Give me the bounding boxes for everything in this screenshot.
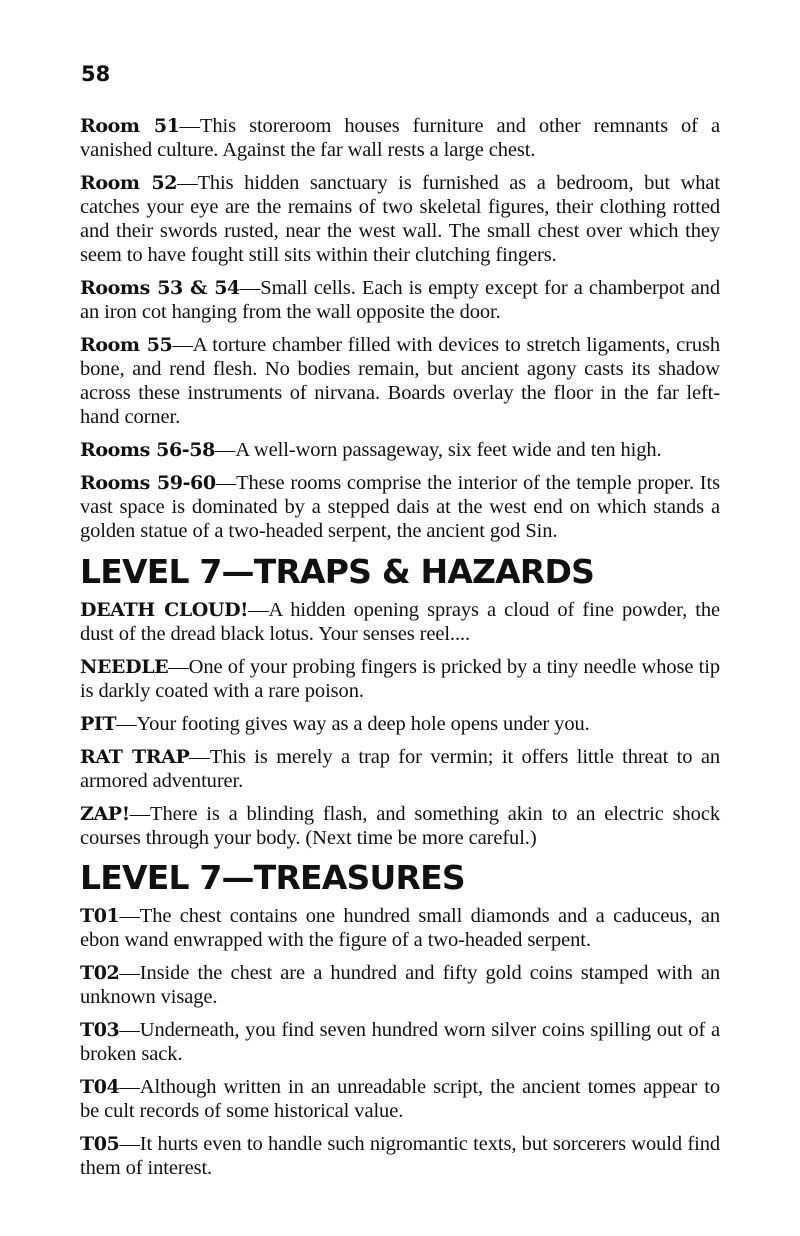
entry-label: T02 — [80, 962, 120, 984]
room-entry: Rooms 59-60—These rooms comprise the interior of the temple proper. Its vast space is dominated by a stepped dais at the west end on which stands a golden statue of a two-headed serpent, the ancient god Sin. — [80, 472, 720, 542]
entry-text: There is a blinding flash, and something akin to an electric shock courses through your body. (Next time be more careful.) — [80, 803, 720, 849]
entry-label: PIT — [80, 713, 117, 735]
entry-text: One of your probing fingers is pricked by a tiny needle whose tip is darkly coated with a rare poison. — [80, 656, 720, 702]
treasure-entry: T05—It hurts even to handle such nigromantic texts, but sorcerers would find them of interest. — [80, 1133, 720, 1179]
treasure-entry: T04—Although written in an unreadable script, the ancient tomes appear to be cult records of some historical value. — [80, 1076, 720, 1122]
entry-label: Room 55 — [80, 334, 173, 356]
entry-label: Rooms 56-58 — [80, 439, 215, 461]
entry-label: T03 — [80, 1019, 120, 1041]
entry-text: A well-worn passageway, six feet wide and ten high. — [235, 439, 662, 461]
entry-text: This hidden sanctuary is furnished as a bedroom, but what catches your eye are the remains of two skeletal figures, their clothing rotted and their swords rusted, near the west wall. The small chest over which they seem to have fought still sits within their clutching fingers. — [80, 172, 721, 266]
room-entry: Room 55—A torture chamber filled with devices to stretch ligaments, crush bone, and rend flesh. No bodies remain, but ancient agony casts its shadow across these instruments of nirvana. Boards overlay the floor in the far left-hand corner. — [80, 334, 720, 428]
entry-label: Rooms 53 & 54 — [80, 277, 240, 299]
entry-label: T05 — [80, 1133, 120, 1155]
entry-label: ZAP! — [80, 803, 130, 825]
treasure-entry: T02—Inside the chest are a hundred and fifty gold coins stamped with an unknown visage. — [80, 962, 720, 1008]
traps-section — [80, 552, 720, 859]
treasures-section — [80, 858, 720, 1189]
entry-label: T01 — [80, 905, 120, 927]
page-number: 58 — [81, 62, 111, 86]
room-entry: Room 51—This storeroom houses furniture and other remnants of a vanished culture. Against the far wall rests a large chest. — [80, 115, 720, 161]
traps-heading: LEVEL 7—TRAPS & HAZARDS — [80, 552, 595, 591]
entry-label: RAT TRAP — [80, 746, 190, 768]
room-entry: Room 52—This hidden sanctuary is furnished as a bedroom, but what catches your eye are the remains of two skeletal figures, their clothing rotted and their swords rusted, near the west wall. The small chest over which they seem to have fought still sits within their clutching fingers. — [80, 172, 721, 266]
entry-text: It hurts even to handle such nigromantic texts, but sorcerers would find them of interest. — [80, 1133, 720, 1179]
trap-entry: NEEDLE—One of your probing fingers is pricked by a tiny needle whose tip is darkly coated with a rare poison. — [80, 656, 720, 702]
entry-text: Underneath, you find seven hundred worn silver coins spilling out of a broken sack. — [80, 1019, 720, 1065]
entry-text: Inside the chest are a hundred and fifty gold coins stamped with an unknown visage. — [80, 962, 720, 1008]
entry-text: A torture chamber filled with devices to stretch ligaments, crush bone, and rend flesh. No bodies remain, but ancient agony casts its shadow across these instruments of nirvana. Boards overlay the floor in the far left-hand corner. — [80, 334, 720, 428]
room-entry: Rooms 56-58—A well-worn passageway, six feet wide and ten high. — [80, 439, 662, 461]
entry-text: The chest contains one hundred small diamonds and a caduceus, an ebon wand enwrapped with the figure of a two-headed serpent. — [80, 905, 720, 951]
trap-entry: ZAP!—There is a blinding flash, and something akin to an electric shock courses through your body. (Next time be more careful.) — [80, 803, 720, 849]
entry-label: Room 52 — [80, 172, 178, 194]
entry-text: This storeroom houses furniture and other remnants of a vanished culture. Against the far wall rests a large chest. — [80, 115, 720, 161]
trap-entry: PIT—Your footing gives way as a deep hole opens under you. — [80, 713, 590, 735]
treasure-entry: T03—Underneath, you find seven hundred worn silver coins spilling out of a broken sack. — [80, 1019, 720, 1065]
entry-text: Your footing gives way as a deep hole opens under you. — [136, 713, 590, 735]
entry-text: Small cells. Each is empty except for a chamberpot and an iron cot hanging from the wall opposite the door. — [80, 277, 720, 323]
trap-entry: RAT TRAP—This is merely a trap for vermin; it offers little threat to an armored adventurer. — [80, 746, 720, 792]
trap-entry: DEATH CLOUD!—A hidden opening sprays a cloud of fine powder, the dust of the dread black lotus. Your senses reel.... — [80, 599, 720, 645]
entry-text: These rooms comprise the interior of the temple proper. Its vast space is dominated by a stepped dais at the west end on which stands a golden statue of a two-headed serpent, the ancient god Sin. — [80, 472, 720, 542]
room-entry: Rooms 53 & 54—Small cells. Each is empty except for a chamberpot and an iron cot hanging from the wall opposite the door. — [80, 277, 720, 323]
entry-text: A hidden opening sprays a cloud of fine powder, the dust of the dread black lotus. Your senses reel.... — [80, 599, 720, 645]
treasure-entry: T01—The chest contains one hundred small diamonds and a caduceus, an ebon wand enwrapped with the figure of a two-headed serpent. — [80, 905, 720, 951]
entry-text: This is merely a trap for vermin; it offers little threat to an armored adventurer. — [80, 746, 720, 792]
rooms-section — [80, 114, 720, 552]
entry-label: NEEDLE — [80, 656, 169, 678]
entry-label: DEATH CLOUD! — [80, 599, 249, 621]
entry-text: Although written in an unreadable script, the ancient tomes appear to be cult records of some historical value. — [80, 1076, 720, 1122]
entry-label: T04 — [80, 1076, 120, 1098]
treasures-heading: LEVEL 7—TREASURES — [80, 858, 465, 897]
entry-label: Room 51 — [80, 115, 180, 137]
entry-label: Rooms 59-60 — [80, 472, 216, 494]
